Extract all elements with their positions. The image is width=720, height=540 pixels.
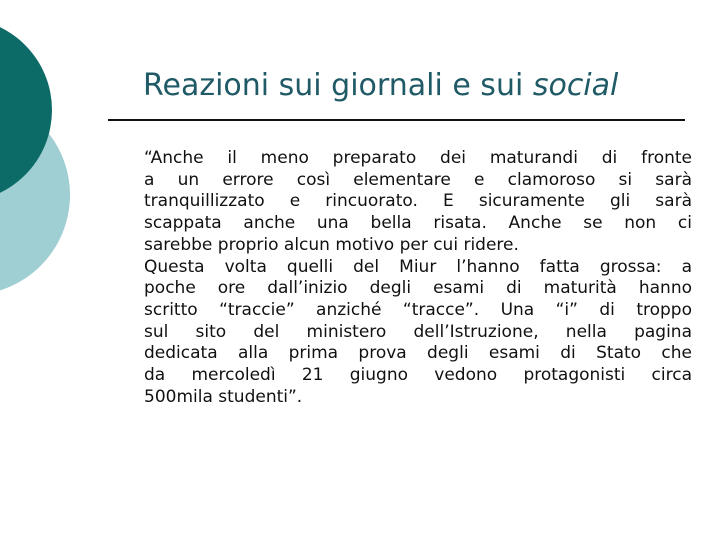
quote-line: 500mila studenti”.: [144, 386, 303, 407]
quote-line: a un errore così elementare e clamoroso si sarà: [144, 169, 692, 190]
slide-title: [143, 68, 618, 103]
quote-line: sarebbe proprio alcun motivo per cui ridere.: [144, 234, 519, 255]
quote-line: “Anche il meno preparato dei maturandi di fronte: [144, 148, 692, 168]
slide-title-main: Reazioni sui giornali e sui: [143, 68, 533, 103]
quote-line: scappata anche una bella risata. Anche se non ci: [144, 213, 692, 234]
quote-paragraph: [144, 148, 692, 408]
quote-line: sul sito del ministero dell’Istruzione, nella pagina: [144, 321, 692, 342]
quote-line: tranquillizzato e rincuorato. E sicuramente gli sarà: [144, 191, 692, 212]
title-underline: [108, 119, 685, 121]
quote-line: poche ore dall’inizio degli esami di maturità hanno: [144, 278, 692, 299]
quote-line: da mercoledì 21 giugno vedono protagonisti circa: [144, 365, 692, 386]
quote-line: Questa volta quelli del Miur l’hanno fatta grossa: a: [144, 256, 692, 277]
quote-line: dedicata alla prima prova degli esami di Stato che: [144, 343, 692, 364]
quote-line: scritto “traccie” anziché “tracce”. Una “i” di troppo: [144, 299, 692, 320]
slide-title-emphasis: social: [532, 68, 619, 103]
decorative-circles: [0, 0, 120, 300]
